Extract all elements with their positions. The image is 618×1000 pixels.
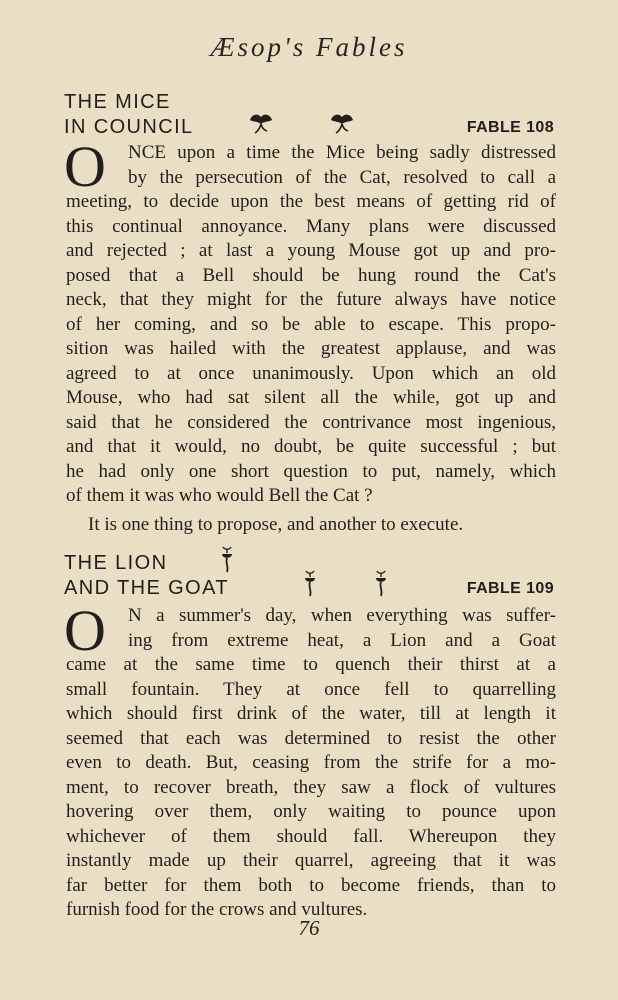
text-line: seemed that each was determined to resist the other [66, 727, 556, 749]
flower-ornament-icon [219, 545, 235, 573]
fable-title-line-2-text: AND THE GOAT [64, 577, 229, 599]
fable-title-line-1: THE LION [64, 552, 168, 574]
text-line: by the persecution of the Cat, resolved to call a [128, 166, 556, 188]
text-line: sition was hailed with the greatest applause, and was [66, 338, 556, 359]
text-line: NCE upon a time the Mice being sadly distressed [128, 142, 556, 163]
fable-number: FABLE 108 [466, 119, 554, 136]
text-line: instantly made up their quarrel, agreeing that it was [66, 850, 556, 871]
text-line: furnish food for the crows and vultures. [66, 899, 368, 920]
text-line: of her coming, and so be able to escape. This propo- [66, 313, 556, 335]
drop-cap: O [64, 134, 106, 199]
text-line: this continual annoyance. Many plans were discussed [66, 215, 556, 237]
text-line: of them it was who would Bell the Cat ? [66, 485, 373, 506]
fable-body [66, 141, 556, 537]
fable-title-line-1: THE MICE [64, 91, 171, 113]
fable-body [64, 598, 556, 923]
text-line: and that it would, no doubt, be quite successful ; but [66, 436, 556, 457]
text-line: which should first drink of the water, till at length it [66, 703, 556, 724]
text-line: even to death. But, ceasing from the strife for a mo- [66, 752, 556, 773]
flower-ornament-icon [302, 569, 318, 597]
text-line: ing from extreme heat, a Lion and a Goat [128, 629, 556, 651]
leaf-ornament-icon [328, 112, 356, 136]
fable-heading [64, 90, 554, 140]
text-line: ment, to recover breath, they saw a flock of vultures [66, 776, 556, 798]
fable-title-line-2 [64, 115, 554, 140]
leaf-ornament-icon [247, 112, 275, 136]
text-line: said that he considered the contrivance most ingenious, [66, 411, 556, 433]
fable-number: FABLE 109 [466, 580, 554, 597]
text-line: agreed to at once unanimously. Upon which an old [66, 362, 556, 384]
text-line: whichever of them should fall. Whereupon they [66, 825, 556, 847]
text-line: came at the same time to quench their thirst at a [66, 654, 556, 675]
text-line: Mouse, who had sat silent all the while, got up and [66, 387, 556, 408]
fable-title-line-2-text: IN COUNCIL [64, 116, 194, 138]
text-line: small fountain. They at once fell to quarrelling [66, 678, 556, 700]
running-title: Æsop's Fables [210, 32, 408, 62]
text-line: meeting, to decide upon the best means of getting rid of [66, 191, 556, 212]
page-number: 76 [298, 916, 320, 940]
text-line: he had only one short question to put, namely, which [66, 460, 556, 482]
text-line: far better for them both to become friends, than to [66, 874, 556, 896]
text-line: posed that a Bell should be hung round the Cat's [66, 264, 556, 286]
text-line: and rejected ; at last a young Mouse got up and pro- [66, 240, 556, 261]
text-line: hovering over them, only waiting to pounce upon [66, 801, 556, 822]
flower-ornament-icon [373, 569, 389, 597]
text-line: N a summer's day, when everything was suffer- [128, 605, 556, 626]
drop-cap: O [64, 598, 106, 663]
text-line: neck, that they might for the future always have notice [66, 289, 556, 310]
fable-moral: It is one thing to propose, and another to execute. [88, 513, 464, 535]
